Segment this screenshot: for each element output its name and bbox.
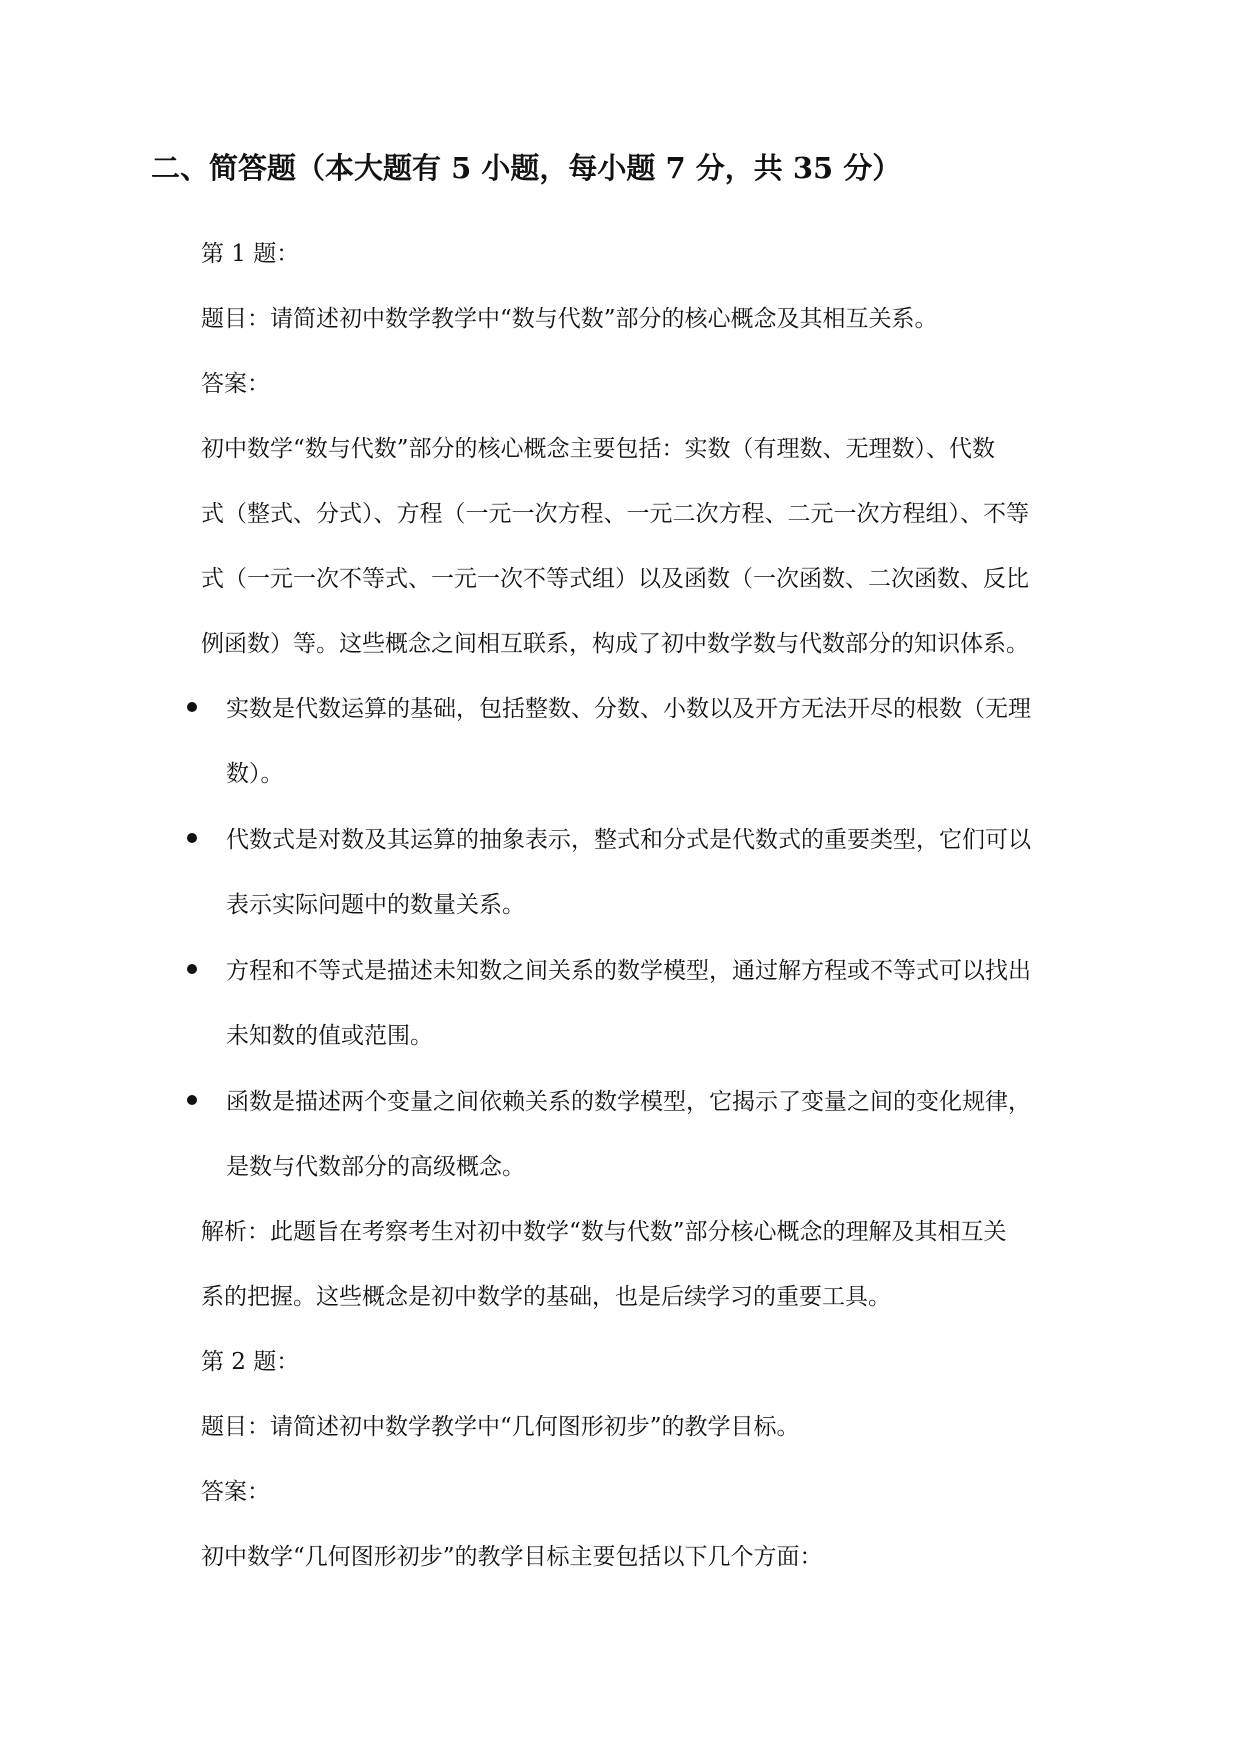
q1-bullet-line: 函数是描述两个变量之间依赖关系的数学模型，它揭示了变量之间的变化规律， xyxy=(226,1089,1031,1115)
q1-bullet-line: 方程和不等式是描述未知数之间关系的数学模型，通过解方程或不等式可以找出 xyxy=(226,958,1031,984)
section-heading: 二、简答题（本大题有 5 小题，每小题 7 分，共 35 分） xyxy=(151,151,902,185)
q1-label: 第 1 题： xyxy=(201,241,300,267)
q1-analysis-line: 解析：此题旨在考察考生对初中数学“数与代数”部分核心概念的理解及其相互关 xyxy=(201,1219,1007,1245)
q2-answer-intro: 初中数学“几何图形初步”的教学目标主要包括以下几个方面： xyxy=(201,1544,823,1570)
q1-bullet-line: 是数与代数部分的高级概念。 xyxy=(226,1154,525,1180)
q1-question: 题目：请简述初中数学教学中“数与代数”部分的核心概念及其相互关系。 xyxy=(201,306,938,332)
q1-analysis-line: 系的把握。这些概念是初中数学的基础，也是后续学习的重要工具。 xyxy=(201,1284,891,1310)
bullet-dot-icon xyxy=(187,833,197,843)
bullet-dot-icon xyxy=(187,1095,197,1105)
q1-answer-label: 答案： xyxy=(201,371,270,397)
q1-answer-line: 式（整式、分式）、方程（一元一次方程、一元二次方程、二元一次方程组）、不等 xyxy=(201,501,1029,527)
q1-answer-line: 初中数学“数与代数”部分的核心概念主要包括：实数（有理数、无理数）、代数 xyxy=(201,436,996,462)
q1-answer-line: 例函数）等。这些概念之间相互联系，构成了初中数学数与代数部分的知识体系。 xyxy=(201,631,1029,657)
bullet-dot-icon xyxy=(187,702,197,712)
q2-question: 题目：请简述初中数学教学中“几何图形初步”的教学目标。 xyxy=(201,1414,800,1440)
q1-bullet-line: 表示实际问题中的数量关系。 xyxy=(226,892,525,918)
bullet-dot-icon xyxy=(187,964,197,974)
q1-answer-line: 式（一元一次不等式、一元一次不等式组）以及函数（一次函数、二次函数、反比 xyxy=(201,566,1029,592)
q2-answer-label: 答案： xyxy=(201,1479,270,1505)
q2-label: 第 2 题： xyxy=(201,1349,300,1375)
q1-bullet-line: 未知数的值或范围。 xyxy=(226,1023,433,1049)
q1-bullet-line: 代数式是对数及其运算的抽象表示，整式和分式是代数式的重要类型，它们可以 xyxy=(226,827,1031,853)
q1-bullet-line: 数）。 xyxy=(226,761,284,787)
q1-bullet-line: 实数是代数运算的基础，包括整数、分数、小数以及开方无法开尽的根数（无理 xyxy=(226,696,1031,722)
